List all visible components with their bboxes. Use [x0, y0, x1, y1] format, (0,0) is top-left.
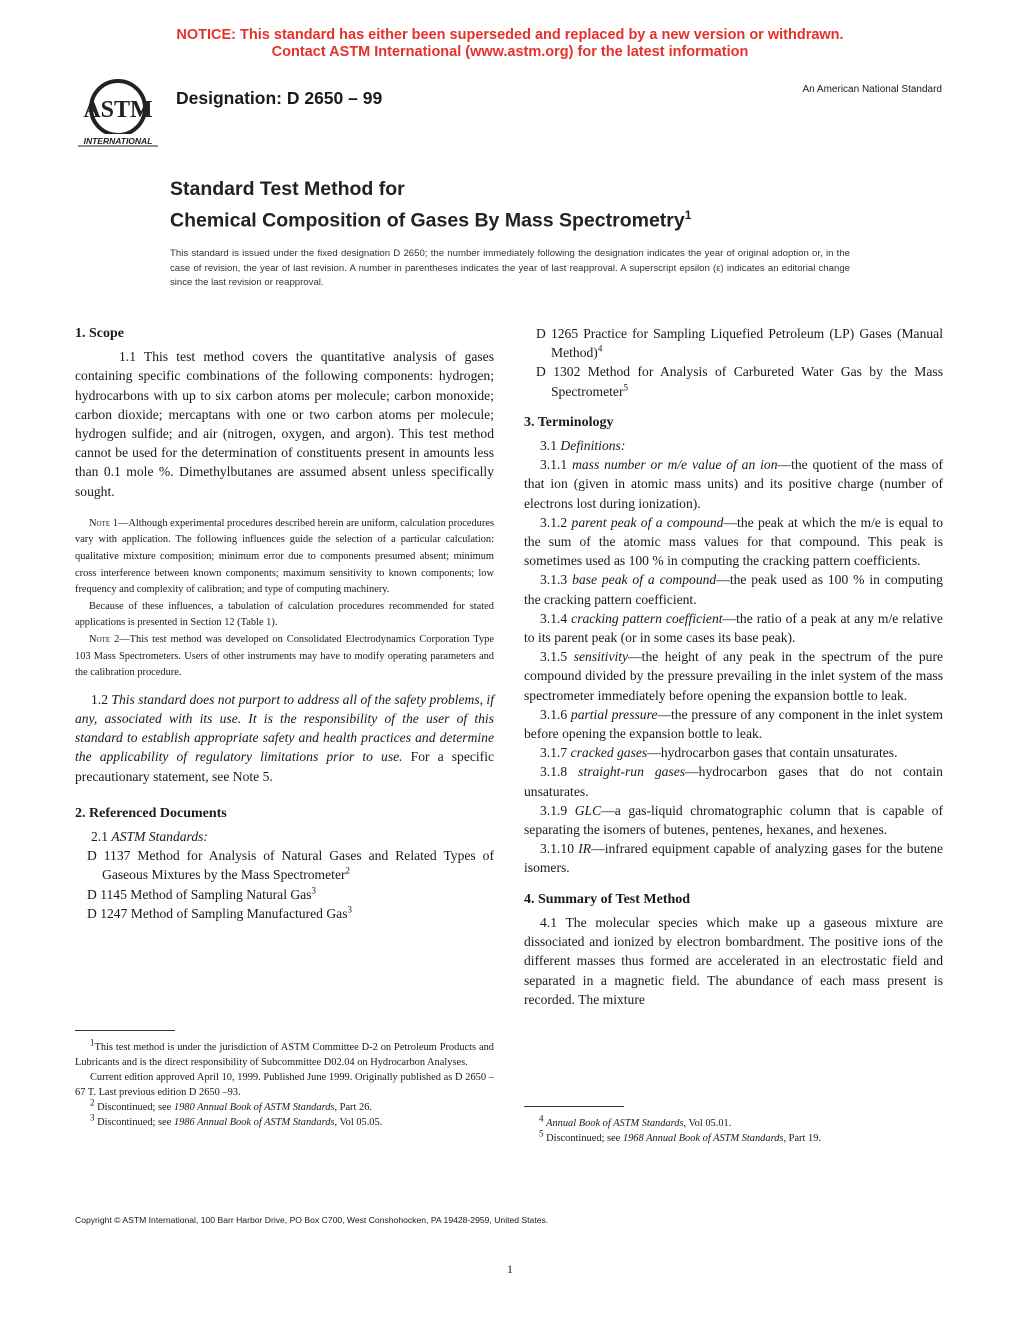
- def-3-1-2: [524, 513, 943, 571]
- note-2: [75, 632, 494, 682]
- designation: Designation: D 2650 – 99: [176, 88, 383, 108]
- def-3-1-10: [524, 839, 943, 877]
- note-2-text: —This test method was developed on Consolidated Electrodynamics Corporation Type 103 Mass Spectrometers. Users of other instruments may have to modify operating parameters and the calibration procedure.: [75, 633, 494, 679]
- def-term: mass number or m/e value of an ion: [572, 457, 778, 473]
- footnote-1: [75, 1037, 494, 1070]
- def-3-1-7: [524, 743, 943, 762]
- right-footnotes: [524, 1113, 943, 1146]
- para-2-1-num: 2.1: [91, 828, 108, 844]
- page-number: 1: [507, 1262, 513, 1276]
- def-text: —the peak at which the m/e is equal to the sum of the atomic mass values for that compound. This peak is sometimes used as 100 % in computing the cracking pattern coefficients.: [524, 514, 943, 569]
- ref-d1247-text: D 1247 Method of Sampling Manufactured Gas: [87, 905, 348, 921]
- def-term: straight-run gases: [578, 764, 686, 780]
- def-text: —the pressure of any component in the inlet system before opening the expansion bottle to leak.: [524, 706, 943, 742]
- footnote-2-book: 1980 Annual Book of ASTM Standards: [173, 1102, 335, 1113]
- notice-line-2: Contact ASTM International (www.astm.org) for the latest information: [271, 44, 749, 60]
- para-1-2-num: 1.2: [91, 691, 108, 707]
- def-term: partial pressure: [570, 706, 658, 722]
- ref-d1302: [524, 362, 943, 400]
- def-num: 3.1.4: [540, 610, 568, 626]
- para-1-1: 1.1 This test method covers the quantitative analysis of gases containing specific combinations of the following components: hydrogen; hydrocarbons with up to six carbon atoms per molecule; carbon monoxide; carbon dioxide; mercaptans with one or two carbon atoms per molecule; hydrogen sulfide; and air (nitrogen, oxygen, and argon). This test method cannot be used for the determination of constituents present in amounts less than 0.1 mole %. Dimethylbutanes are assumed absent unless specifically sought.: [75, 349, 494, 499]
- issuance-note: This standard is issued under the fixed designation D 2650; the number immediately following the designation indicates the year of original adoption or, in the case of revision, the year of last revision. A number in parentheses indicates the year of last reapproval. A superscript epsilon (ε) indicates an editorial change since the last revision or reapproval.: [170, 248, 850, 288]
- footnote-3-post: , Vol 05.05.: [334, 1117, 383, 1128]
- ref-d1137-mark: 2: [345, 865, 351, 876]
- ref-d1302-text: D 1302 Method for Analysis of Carbureted Water Gas by the Mass Spectrometer: [536, 364, 943, 399]
- footnote-5-book: 1968 Annual Book of ASTM Standards: [622, 1133, 784, 1144]
- def-3-1-5: [524, 647, 943, 705]
- ref-d1247: [75, 904, 494, 923]
- def-num: 3.1.2: [540, 514, 568, 530]
- document-title: [170, 176, 691, 234]
- footnote-5-post: , Part 19.: [783, 1133, 821, 1144]
- astm-logo-graphic: [72, 76, 164, 150]
- ref-d1145: [75, 885, 494, 904]
- def-text: —hydrocarbon gases that do not contain unsaturates.: [524, 764, 943, 799]
- ref-d1265-text: D 1265 Practice for Sampling Liquefied Petroleum (LP) Gases (Manual Method): [536, 326, 943, 361]
- def-num: 3.1.9: [540, 802, 568, 818]
- note-1-text: —Although experimental procedures described herein are uniform, calculation procedures vary with application. The following influences guide the selection of a particular calculation: qualitative mixture composition; minimum error due to components presumed absent; minimum cross interference between known components; maximum sensitivity to known components; low frequency and complexity of calibration; and type of computing machinery.: [75, 517, 494, 596]
- def-term: IR: [578, 841, 592, 857]
- def-text: —hydrocarbon gases that contain unsaturates.: [647, 745, 898, 761]
- left-footnote-rule: [75, 1030, 175, 1031]
- def-num: 3.1.5: [540, 649, 568, 665]
- def-3-1-1: [524, 455, 943, 513]
- footnote-2-post: , Part 26.: [334, 1102, 372, 1113]
- withdrawal-notice: [0, 27, 1020, 61]
- ref-d1247-mark: 3: [347, 904, 352, 915]
- footnote-4-mark: 4: [539, 1113, 544, 1124]
- def-3-1-4: [524, 609, 943, 647]
- right-footnote-rule: [524, 1106, 624, 1107]
- def-text: —the quotient of the mass of that ion (given in atomic mass units) and its positive charge (number of electrons lost during ionization).: [524, 457, 943, 511]
- footnote-5: [524, 1128, 943, 1146]
- def-term: GLC: [574, 802, 602, 818]
- astm-logo: [72, 76, 164, 150]
- def-term: cracking pattern coefficient: [571, 610, 723, 626]
- para-3-1-num: 3.1: [540, 438, 557, 454]
- footnote-4: [524, 1113, 943, 1131]
- def-3-1-6: [524, 705, 943, 743]
- def-num: 3.1.8: [540, 764, 568, 780]
- footnote-1b: Current edition approved April 10, 1999. Published June 1999. Originally published as D 2650 – 67 T. Last previous edition D 2650 –93.: [75, 1072, 494, 1098]
- footnote-3-mark: 3: [90, 1112, 95, 1123]
- title-line-1: Standard Test Method for: [170, 178, 405, 200]
- footnote-3: [75, 1112, 494, 1130]
- def-3-1-9: [524, 801, 943, 839]
- terminology-heading: 3. Terminology: [524, 414, 614, 430]
- title-footnote-mark: 1: [684, 208, 692, 222]
- def-term: base peak of a compound: [572, 572, 717, 588]
- note-1-continued: Because of these influences, a tabulation of calculation procedures recommended for stated applications is presented in Section 12 (Table 1).: [75, 600, 494, 629]
- def-3-1-8: [524, 762, 943, 800]
- def-num: 3.1.7: [540, 745, 568, 761]
- def-text: —a gas-liquid chromatographic column that is capable of separating the isomers of butenes, pentenes, hexanes, and hexenes.: [524, 802, 943, 838]
- footnote-5-mark: 5: [539, 1128, 544, 1139]
- para-2-1: [75, 827, 494, 846]
- footnote-1-text: This test method is under the jurisdiction of ASTM Committee D-2 on Petroleum Products and Lubricants and is the direct responsibility of Subcommittee D02.04 on Hydrocarbon Analyses.: [75, 1042, 494, 1068]
- ref-d1137: [75, 846, 494, 884]
- note-1: [75, 516, 494, 599]
- national-standard-label: An American National Standard: [802, 84, 942, 95]
- def-num: 3.1.3: [540, 572, 568, 588]
- footnote-3-book: 1986 Annual Book of ASTM Standards: [173, 1117, 335, 1128]
- scope-heading: 1. Scope: [75, 326, 124, 341]
- footnote-4-book: Annual Book of ASTM Standards: [546, 1118, 684, 1129]
- ref-d1137-text: D 1137 Method for Analysis of Natural Gases and Related Types of Gaseous Mixtures by the Mass Spectrometer: [87, 848, 494, 883]
- footnote-4-post: , Vol 05.01.: [683, 1118, 732, 1129]
- def-text: —the ratio of a peak at any m/e relative to its parent peak (or in some cases its base peak).: [524, 610, 943, 646]
- logo-text: ASTM: [83, 97, 153, 123]
- para-1-2-tail: For a specific precautionary statement, see Note 5.: [75, 749, 495, 784]
- def-term: cracked gases: [570, 745, 648, 761]
- footnote-2: [75, 1097, 494, 1115]
- referenced-documents-heading: 2. Referenced Documents: [75, 805, 227, 821]
- para-2-1-label: ASTM Standards:: [111, 828, 208, 844]
- def-text: —infrared equipment capable of analyzing gases for the butene isomers.: [524, 841, 943, 876]
- ref-d1265-mark: 4: [597, 343, 603, 354]
- ref-d1145-mark: 3: [311, 885, 317, 896]
- ref-d1145-text: D 1145 Method of Sampling Natural Gas: [87, 886, 312, 902]
- footnote-5-pre: Discontinued; see: [546, 1133, 621, 1144]
- ref-d1302-mark: 5: [623, 382, 628, 393]
- para-1-2: [75, 690, 494, 786]
- footnote-2-pre: Discontinued; see: [97, 1102, 172, 1113]
- para-3-1-label: Definitions:: [560, 438, 626, 454]
- para-3-1: [524, 436, 943, 455]
- para-1-2-safety: This standard does not purport to address all of the safety problems, if any, associated with its use. It is the responsibility of the user of this standard to establish appropriate safety and health practices and determine the applicability of regulatory limitations prior to use.: [75, 691, 494, 765]
- summary-heading: 4. Summary of Test Method: [524, 891, 691, 907]
- note-1-label: Note 1: [89, 517, 118, 529]
- def-term: sensitivity: [573, 649, 629, 665]
- ref-d1265: [524, 324, 943, 362]
- left-column: [75, 324, 494, 923]
- def-num: 3.1.10: [540, 841, 574, 857]
- def-num: 3.1.1: [540, 457, 568, 473]
- footnote-2-mark: 2: [90, 1097, 95, 1108]
- copyright: Copyright © ASTM International, 100 Barr Harbor Drive, PO Box C700, West Conshohocken, PA 19428-2959, United States.: [75, 1215, 549, 1225]
- title-line-2: [170, 202, 691, 234]
- footnote-1-mark: 1: [90, 1037, 95, 1048]
- logo-subtext: INTERNATIONAL: [83, 136, 153, 146]
- notice-line-1: NOTICE: This standard has either been superseded and replaced by a new version or withdrawn.: [176, 27, 844, 43]
- def-text: —the peak used as 100 % in computing the cracking pattern coefficient.: [524, 572, 943, 607]
- title-main: Chemical Composition of Gases By Mass Spectrometry: [170, 209, 685, 232]
- right-column: [524, 324, 943, 1009]
- def-term: parent peak of a compound: [571, 514, 724, 530]
- note-2-label: Note 2: [89, 633, 120, 645]
- footnote-3-pre: Discontinued; see: [97, 1117, 172, 1128]
- left-footnotes: [75, 1037, 494, 1130]
- def-3-1-3: [524, 570, 943, 608]
- def-text: —the height of any peak in the spectrum of the pure compound divided by the pressure prevailing in the inlet system of the mass spectrometer immediately before opening the expansion bottle to leak.: [524, 649, 943, 703]
- def-num: 3.1.6: [540, 706, 568, 722]
- para-4-1: 4.1 The molecular species which make up a gaseous mixture are dissociated and ionized by electron bombardment. The positive ions of the different masses thus formed are accelerated in an electrostatic field and separated in a magnetic field. The abundance of each mass present is recorded. The mixture: [524, 914, 943, 1007]
